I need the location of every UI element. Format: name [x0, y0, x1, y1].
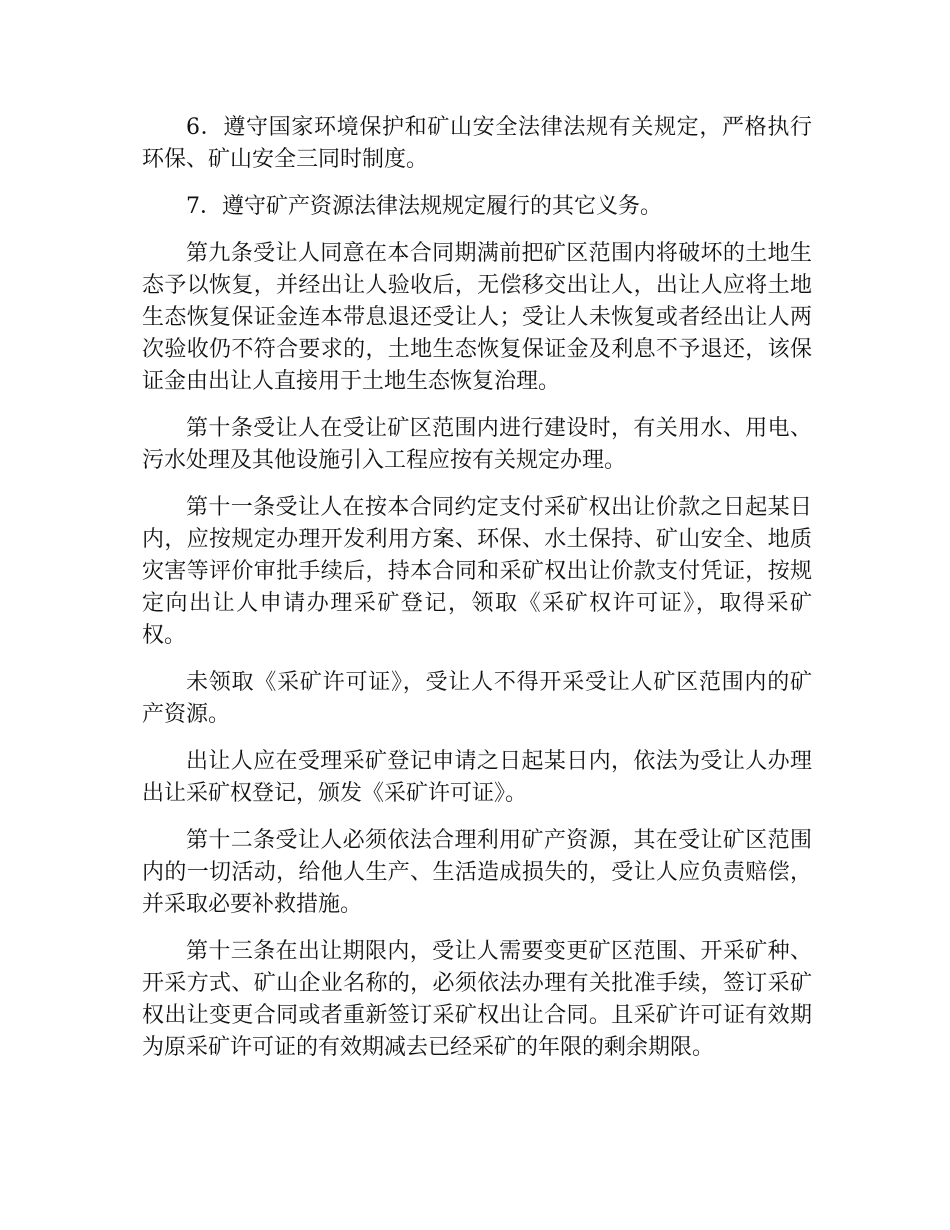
paragraph-item-6: 6．遵守国家环境保护和矿山安全法律法规有关规定，严格执行环保、矿山安全三同时制度。	[142, 115, 812, 172]
paragraph-registration-duty: 出让人应在受理采矿登记申请之日起某日内，依法为受让人办理出让采矿权登记，颁发《采矿许可证》。	[142, 749, 812, 806]
paragraph-article-10: 第十条受让人在受让矿区范围内进行建设时，有关用水、用电、污水处理及其他设施引入工程应按有关规定办理。	[142, 416, 812, 473]
paragraph-article-11: 第十一条受让人在按本合同约定支付采矿权出让价款之日起某日内，应按规定办理开发利用方案、环保、水土保持、矿山安全、地质灾害等评价审批手续后，持本合同和采矿权出让价款支付凭证，按规定向出让人申请办理采矿登记，领取《采矿权许可证》，取得采矿权。	[142, 495, 812, 648]
paragraph-article-9: 第九条受让人同意在本合同期满前把矿区范围内将破坏的土地生态予以恢复，并经出让人验收后，无偿移交出让人，出让人应将土地生态恢复保证金连本带息退还受让人；受让人未恢复或者经出让人两次验收仍不符合要求的，土地生态恢复保证金及利息不予退还，该保证金由出让人直接用于土地生态恢复治理。	[142, 241, 812, 394]
paragraph-article-12: 第十二条受让人必须依法合理利用矿产资源，其在受让矿区范围内的一切活动，给他人生产、生活造成损失的，受让人应负责赔偿，并采取必要补救措施。	[142, 828, 812, 917]
paragraph-article-13: 第十三条在出让期限内，受让人需要变更矿区范围、开采矿种、开采方式、矿山企业名称的，必须依法办理有关批准手续，签订采矿权出让变更合同或者重新签订采矿权出让合同。且采矿许可证有效期为原采矿许可证的有效期减去已经采矿的年限的剩余期限。	[142, 939, 812, 1060]
paragraph-item-7: 7．遵守矿产资源法律法规规定履行的其它义务。	[186, 194, 662, 219]
paragraph-license-restriction: 未领取《采矿许可证》，受让人不得开采受让人矿区范围内的矿产资源。	[142, 670, 812, 727]
document-body	[142, 112, 812, 1079]
